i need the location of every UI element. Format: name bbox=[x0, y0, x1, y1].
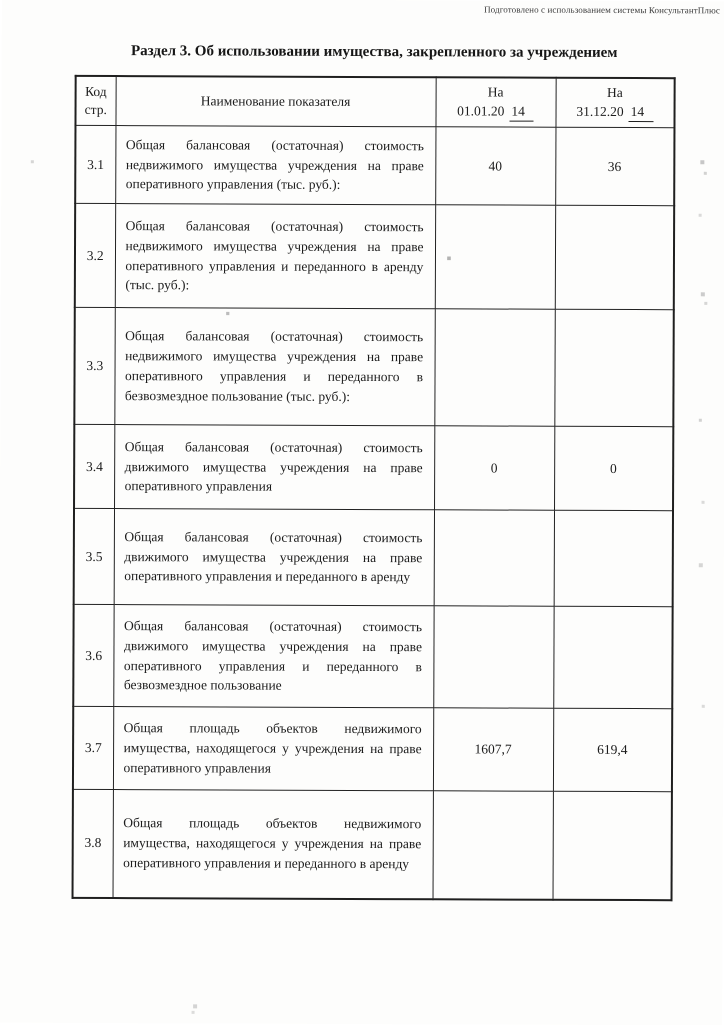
row-indicator: Общая балансовая (остаточная) стоимость недвижимого имущества учреждения на праве оперативного управления и переданного в безвозмездное пользование (тыс. руб.): bbox=[114, 308, 434, 426]
property-usage-table bbox=[72, 75, 676, 901]
row-value-dec bbox=[553, 606, 672, 708]
table-row bbox=[75, 203, 674, 309]
row-value-dec bbox=[554, 309, 673, 426]
row-value-jan: 0 bbox=[434, 426, 554, 510]
col-header-code bbox=[75, 76, 115, 126]
row-indicator: Общая площадь объектов недвижимого имущества, находящегося у учреждения на праве оперативного управления bbox=[113, 707, 433, 791]
watermark-text: Подготовлено с использованием системы КонсультантПлюс bbox=[484, 4, 720, 16]
row-value-dec: 36 bbox=[555, 127, 674, 205]
header-row bbox=[75, 76, 674, 128]
col-header-date-jan-label: На bbox=[487, 84, 504, 101]
col-header-date-jan-value: 01.01.20 14 bbox=[438, 102, 553, 121]
row-indicator: Общая балансовая (остаточная) стоимость недвижимого имущества учреждения на праве оперативного управления (тыс. руб.): bbox=[115, 126, 435, 205]
col-header-date-jan bbox=[435, 77, 555, 127]
col-header-date-dec bbox=[555, 78, 674, 128]
row-code: 3.6 bbox=[73, 604, 113, 706]
row-value-dec: 619,4 bbox=[553, 708, 672, 791]
row-value-dec bbox=[555, 205, 674, 309]
row-value-jan: 1607,7 bbox=[433, 708, 553, 791]
row-indicator: Общая балансовая (остаточная) стоимость движимого имущества учреждения на праве оперативного управления и переданного в аренду bbox=[114, 509, 434, 606]
row-value-jan bbox=[434, 309, 554, 426]
table-row bbox=[74, 307, 673, 426]
row-code: 3.5 bbox=[74, 508, 114, 604]
row-code: 3.4 bbox=[74, 424, 114, 508]
row-indicator: Общая балансовая (остаточная) стоимость движимого имущества учреждения на праве оперативного управления и переданного в безвозмездное пользование bbox=[113, 605, 433, 708]
row-code: 3.8 bbox=[73, 789, 113, 897]
row-value-jan bbox=[435, 205, 555, 309]
table-row bbox=[73, 604, 672, 708]
row-value-dec bbox=[554, 510, 673, 606]
table-row bbox=[73, 789, 672, 899]
row-code: 3.1 bbox=[75, 125, 115, 203]
scan-noise bbox=[2, 0, 4, 1]
col-header-code-line2: стр. bbox=[84, 101, 107, 118]
row-value-jan bbox=[433, 791, 553, 899]
row-indicator: Общая площадь объектов недвижимого имущества, находящегося у учреждения на праве оперативного управления и переданного в аренду bbox=[113, 790, 433, 899]
page-title: Раздел 3. Об использовании имущества, закрепленного за учреждением bbox=[130, 43, 618, 61]
table-row bbox=[74, 424, 673, 510]
row-value-dec bbox=[553, 791, 672, 899]
filled-year-value: 14 bbox=[509, 104, 534, 121]
row-indicator: Общая балансовая (остаточная) стоимость движимого имущества учреждения на праве оперативного управления bbox=[114, 425, 434, 510]
filled-year-value: 14 bbox=[629, 105, 654, 122]
row-code: 3.7 bbox=[73, 706, 113, 789]
row-value-jan bbox=[434, 510, 554, 606]
col-header-code-line1: Код bbox=[85, 83, 107, 99]
row-code: 3.3 bbox=[74, 307, 114, 424]
row-value-jan bbox=[433, 606, 553, 708]
table-row bbox=[75, 125, 674, 205]
col-header-date-dec-label: На bbox=[606, 85, 623, 101]
row-indicator: Общая балансовая (остаточная) стоимость недвижимого имущества учреждения на праве оперативного управления и переданного в аренду (тыс. руб.): bbox=[115, 204, 435, 309]
row-code: 3.2 bbox=[75, 203, 115, 307]
col-header-indicator: Наименование показателя bbox=[115, 76, 435, 127]
table-row bbox=[73, 706, 672, 791]
table-row bbox=[74, 508, 673, 606]
row-value-jan: 40 bbox=[435, 127, 555, 205]
col-header-date-dec-value: 31.12.20 14 bbox=[558, 102, 672, 121]
row-value-dec: 0 bbox=[554, 426, 673, 510]
